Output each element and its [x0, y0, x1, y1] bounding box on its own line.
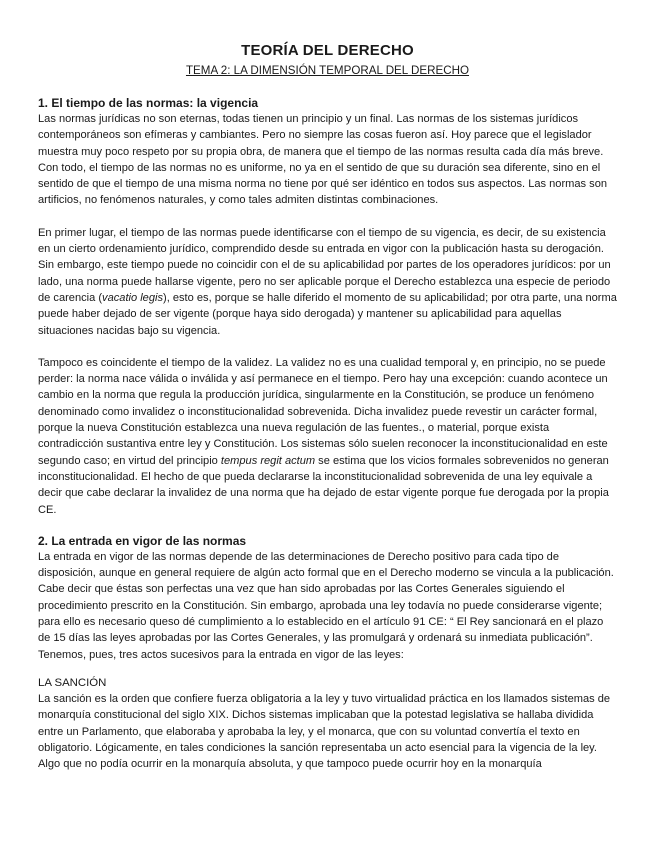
section-1-paragraph-1: Las normas jurídicas no son eternas, todas tienen un principio y un final. Las normas de los sistemas jurídicos contemporáneos son efímeras y cambiantes. Pero no siempre las cosas fueron así. Hoy parece que el legislador muestra muy poco respeto por su propia obra, de manera que el tiempo de las normas resulta cada día más breve. Con todo, el tiempo de las normas no es uniforme, no ya en el sentido de que su duración sea diferente, sino en el sentido de que el tiempo de una misma norma no tiene por qué ser idéntico en todos sus aspectos. Las normas son artificios, no fenómenos naturales, y como tales admiten distintas combinaciones.	[38, 113, 608, 207]
section-1-paragraph-2	[38, 225, 617, 339]
paragraph-3-text-b: se estima que los vicios formales sobrevenidos no generan inconstitucionalidad. El hecho de que pueda declararse la inconstitucionalidad sobrevenida de una ley equivale a decir que cabe declarar la invalidez de una norma que ha dejado de estar vigente porque fue derogada por la propia CE.	[38, 454, 609, 516]
section-2-paragraph-2: La sanción es la orden que confiere fuerza obligatoria a la ley y tuvo virtualidad práctica en los llamados sistemas de monarquía constitucional del siglo XIX. Dichos sistemas implicaban que la potestad legislativa se hallaba dividida entre un Parlamento, que elaboraba y aprobaba la ley, y el monarca, que con su voluntad convertía el texto en obligatorio. Lógicamente, en tales condiciones la sanción representaba un acto esencial para la vigencia de la ley. Algo que no podía ocurrir en la monarquía absoluta, y que tampoco puede ocurrir hoy en la monarquía	[38, 692, 611, 771]
section-2-paragraph-1: La entrada en vigor de las normas depende de las determinaciones de Derecho positivo para cada tipo de disposición, aunque en general requiere de algún acto formal que en el Derecho moderno se vincula a la publicación. Cabe decir que éstas son perfectas una vez que han sido aprobadas por las Cortes Generales siguiendo el procedimiento prescrito en la Constitución. Sin embargo, aprobada una ley todavía no puede considerarse vigente; para ello es necesario queso dé cumplimiento a lo establecido en el artículo 91 CE: “ El Rey sancionará en el plazo de 15 días las leyes aprobadas por las Cortes Generales, y las promulgará y ordenará su inmediata publicación”. Tenemos, pues, tres actos sucesivos para la entrada en vigor de las leyes:	[38, 550, 614, 661]
paragraph-2-text-a: En primer lugar, el tiempo de las normas puede identificarse con el tiempo de su vigencia, es decir, de su existencia en un cierto ordenamiento jurídico, comprendido desde su entrada en vigor con la publicación hasta su derogación. Sin embargo, este tiempo puede no coincidir con el de su aplicabilidad por partes de los operadores jurídicos: por un lado, una norma puede hallarse vigente, pero no ser aplicable porque el Derecho establezca una especie de periodo de carencia (	[38, 226, 611, 304]
paragraph-3-text-a: Tampoco es coincidente el tiempo de la validez. La validez no es una cualidad temporal y, en principio, no se puede perder: la norma nace válida o inválida y así permanece en el tiempo. Pero hay una excepción: cuando acontece un cambio en la norma que regula la producción jurídica, singularmente en la Constitución, se produce un fenómeno denominado como invalidez o inconstitucionalidad sobrevenida. Dicha invalidez puede revestir un carácter formal, porque la nueva Constitución establezca una nueva regulación de las fuentes., o material, porque exista contradicción sustantiva entre ley y Constitución. Los sistemas sólo suelen reconocer la inconstitucionalidad en este segundo caso; en virtud del principio	[38, 356, 608, 467]
paragraph-2-text-b: ), esto es, porque se halle diferido el momento de su aplicabilidad; por otra parte, una norma puede haber dejado de ser vigente (porque haya sido derogada) y mantener su aplicabilidad para aquellas situaciones nacidas bajo su vigencia.	[38, 291, 617, 337]
vacatio-legis-term: vacatio legis	[102, 291, 164, 304]
section-2-heading: 2. La entrada en vigor de las normas	[38, 533, 247, 548]
document-subtitle: TEMA 2: LA DIMENSIÓN TEMPORAL DEL DERECHO	[185, 64, 470, 77]
sancion-subheading: LA SANCIÓN	[38, 676, 107, 689]
document-title: TEORÍA DEL DERECHO	[241, 42, 414, 59]
section-1-paragraph-3	[38, 355, 617, 518]
tempus-regit-actum-term: tempus regit actum	[220, 454, 316, 467]
section-1-heading: 1. El tiempo de las normas: la vigencia	[38, 96, 259, 110]
